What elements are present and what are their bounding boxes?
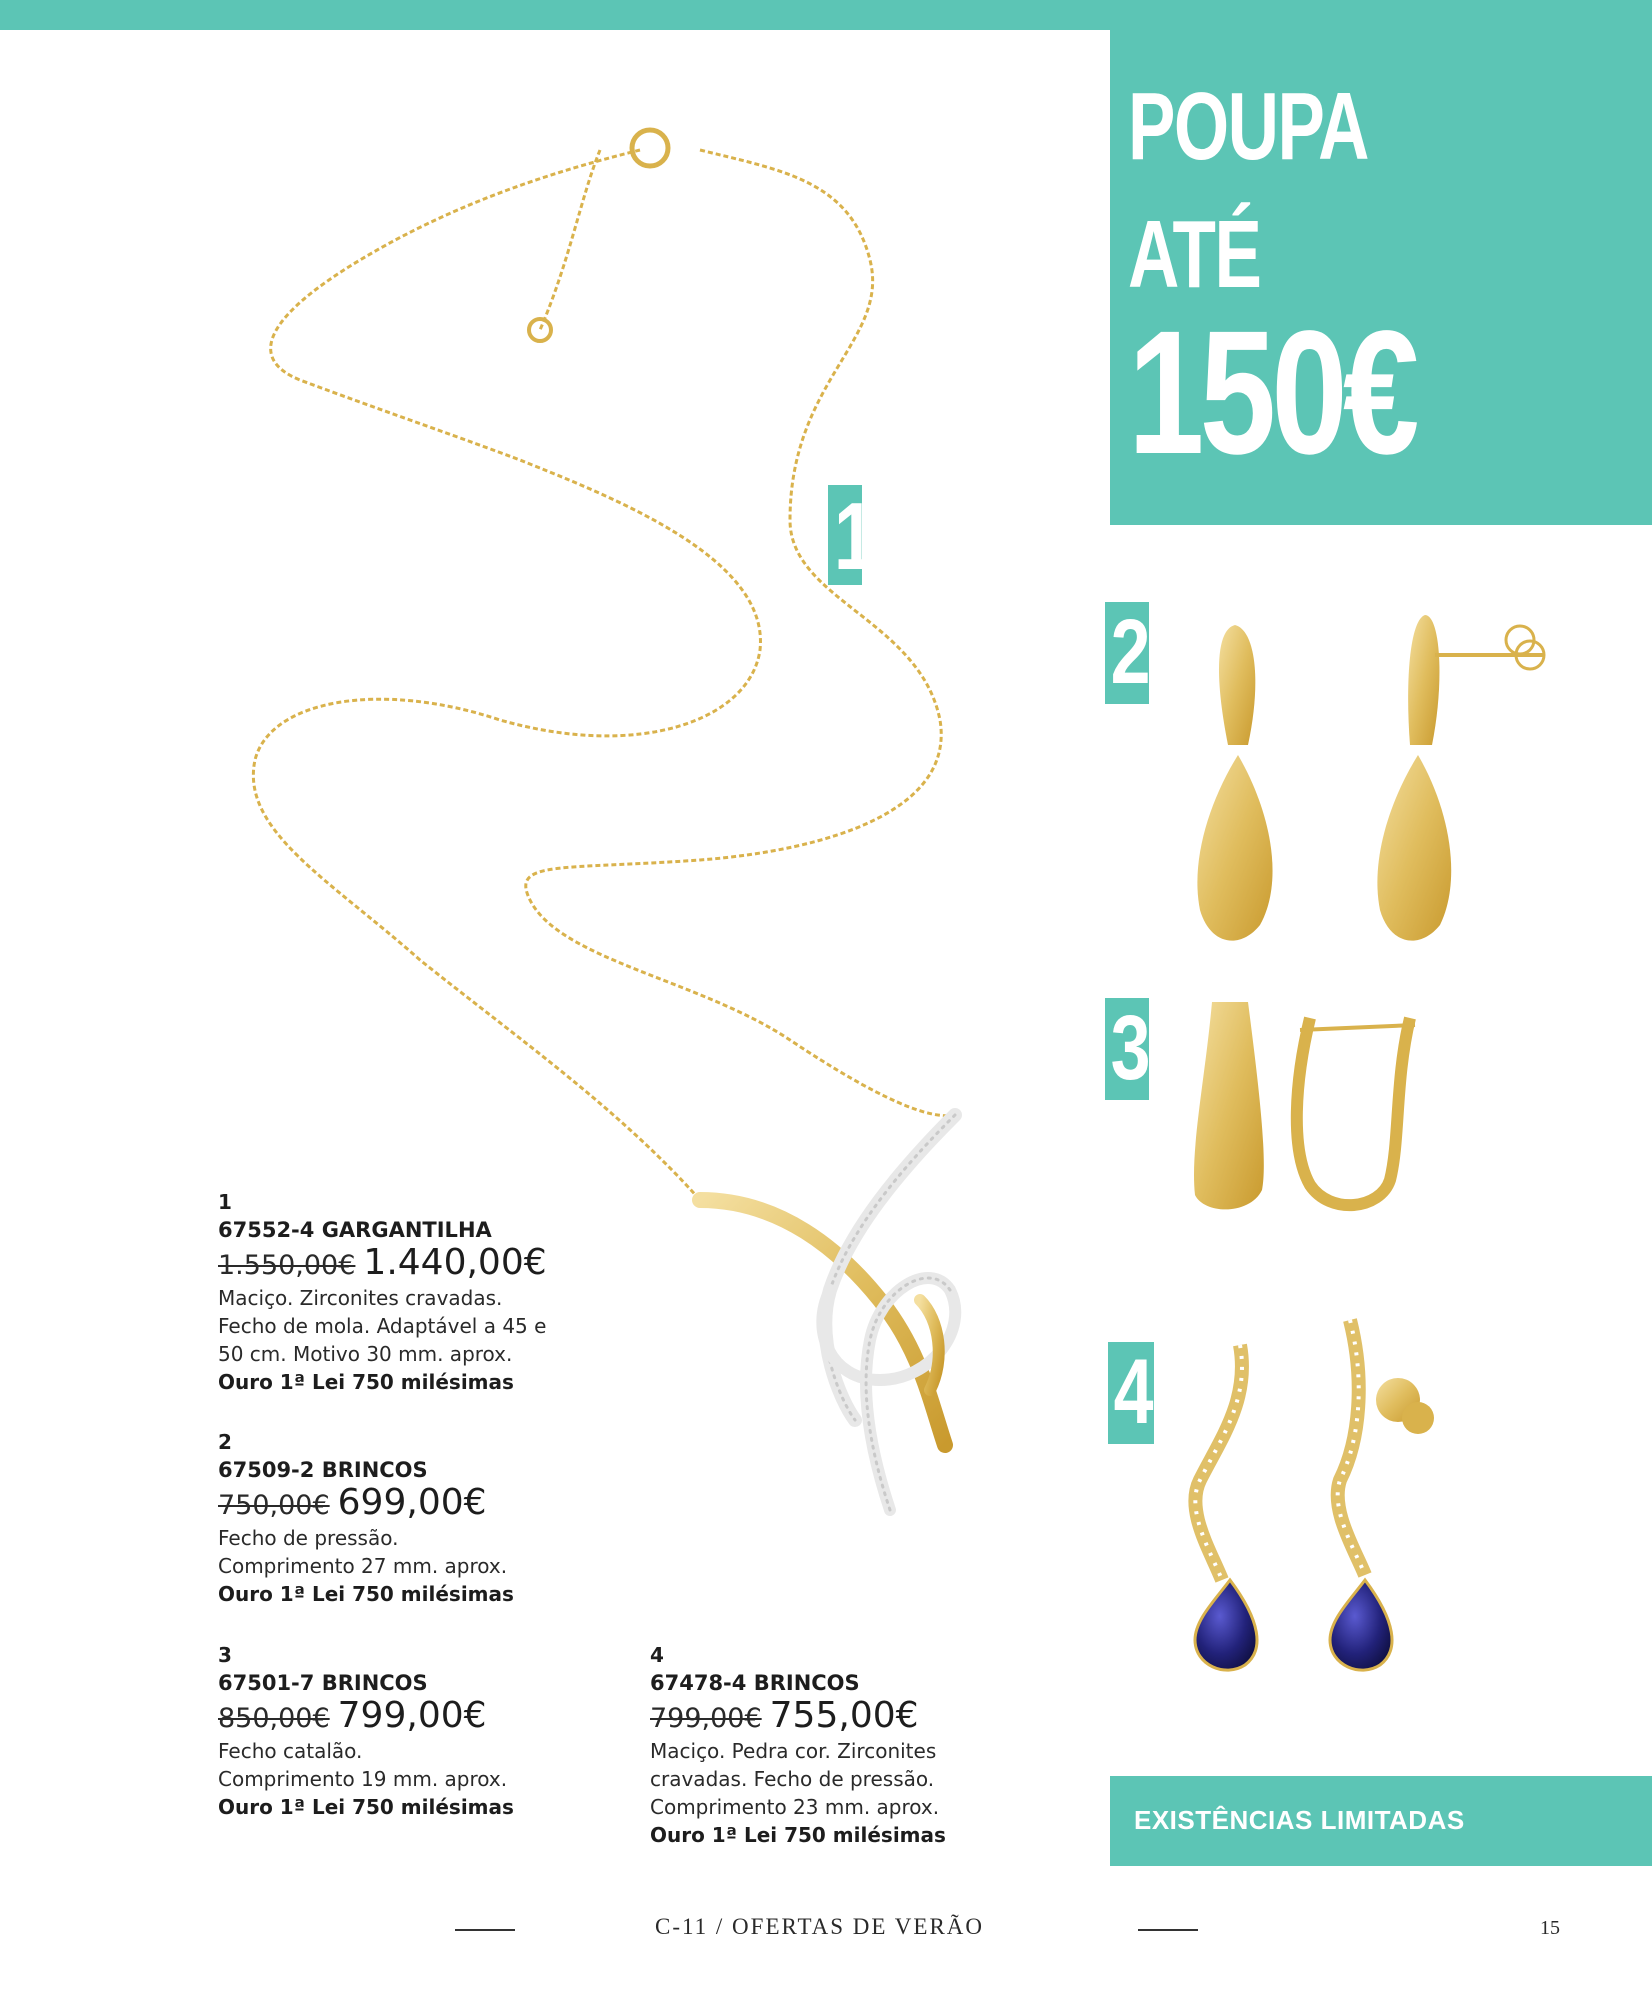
product-description: Fecho catalão. Comprimento 19 mm. aprox. xyxy=(218,1739,508,1791)
product-number: 3 xyxy=(218,1643,232,1667)
product-material: Ouro 1ª Lei 750 milésimas xyxy=(218,1795,514,1819)
badge-3: 3 xyxy=(1105,998,1149,1100)
product-material: Ouro 1ª Lei 750 milésimas xyxy=(650,1823,946,1847)
new-price: 699,00€ xyxy=(337,1482,487,1523)
page-number: 15 xyxy=(1540,1917,1560,1939)
product-title: 67501-7 BRINCOS xyxy=(218,1671,428,1695)
price-row xyxy=(218,1482,578,1524)
new-price: 755,00€ xyxy=(769,1695,919,1736)
price-row xyxy=(218,1242,578,1284)
old-price: 799,00€ xyxy=(650,1703,762,1734)
badge-4: 4 xyxy=(1108,1342,1154,1444)
product-title: 67552-4 GARGANTILHA xyxy=(218,1218,492,1242)
product-title: 67509-2 BRINCOS xyxy=(218,1458,428,1482)
badge-1: 1 xyxy=(828,485,862,585)
necklace-image xyxy=(253,150,955,1200)
product-1 xyxy=(218,1188,578,1396)
earrings-4-image xyxy=(1195,1320,1434,1670)
product-title: 67478-4 BRINCOS xyxy=(650,1671,860,1695)
limited-stock-banner xyxy=(1110,1776,1652,1866)
product-description: Fecho de pressão. Comprimento 27 mm. aprox. xyxy=(218,1526,508,1578)
price-row xyxy=(650,1695,1010,1737)
product-2 xyxy=(218,1428,578,1608)
old-price: 850,00€ xyxy=(218,1703,330,1734)
product-description: Maciço. Pedra cor. Zirconites cravadas. Fecho de pressão. Comprimento 23 mm. aprox. xyxy=(650,1739,940,1819)
footer-divider-left xyxy=(455,1929,515,1931)
earrings-3-image xyxy=(1194,1002,1415,1209)
price-row xyxy=(218,1695,578,1737)
product-material: Ouro 1ª Lei 750 milésimas xyxy=(218,1370,514,1394)
product-3 xyxy=(218,1641,578,1821)
limited-stock-label: EXISTÊNCIAS LIMITADAS xyxy=(1134,1805,1465,1835)
footer-divider-right xyxy=(1138,1929,1198,1931)
promo-line-1: POUPA xyxy=(1128,73,1368,180)
clasp-ring xyxy=(632,130,668,166)
product-description: Maciço. Zirconites cravadas. Fecho de mola. Adaptável a 45 e 50 cm. Motivo 30 mm. aprox. xyxy=(218,1286,547,1366)
pendant xyxy=(700,1115,955,1510)
old-price: 1.550,00€ xyxy=(218,1250,356,1281)
promo-line-2: ATÉ xyxy=(1128,201,1261,308)
footer-section-title: C-11 / OFERTAS DE VERÃO xyxy=(655,1914,985,1939)
new-price: 799,00€ xyxy=(337,1695,487,1736)
earrings-2-image xyxy=(1197,615,1545,941)
promo-line-3: 150€ xyxy=(1128,295,1415,491)
new-price: 1.440,00€ xyxy=(363,1242,547,1283)
product-material: Ouro 1ª Lei 750 milésimas xyxy=(218,1582,514,1606)
old-price: 750,00€ xyxy=(218,1490,330,1521)
product-number: 2 xyxy=(218,1430,232,1454)
product-number: 1 xyxy=(218,1190,232,1214)
product-4 xyxy=(650,1641,1010,1849)
product-number: 4 xyxy=(650,1643,664,1667)
badge-2: 2 xyxy=(1105,602,1149,704)
